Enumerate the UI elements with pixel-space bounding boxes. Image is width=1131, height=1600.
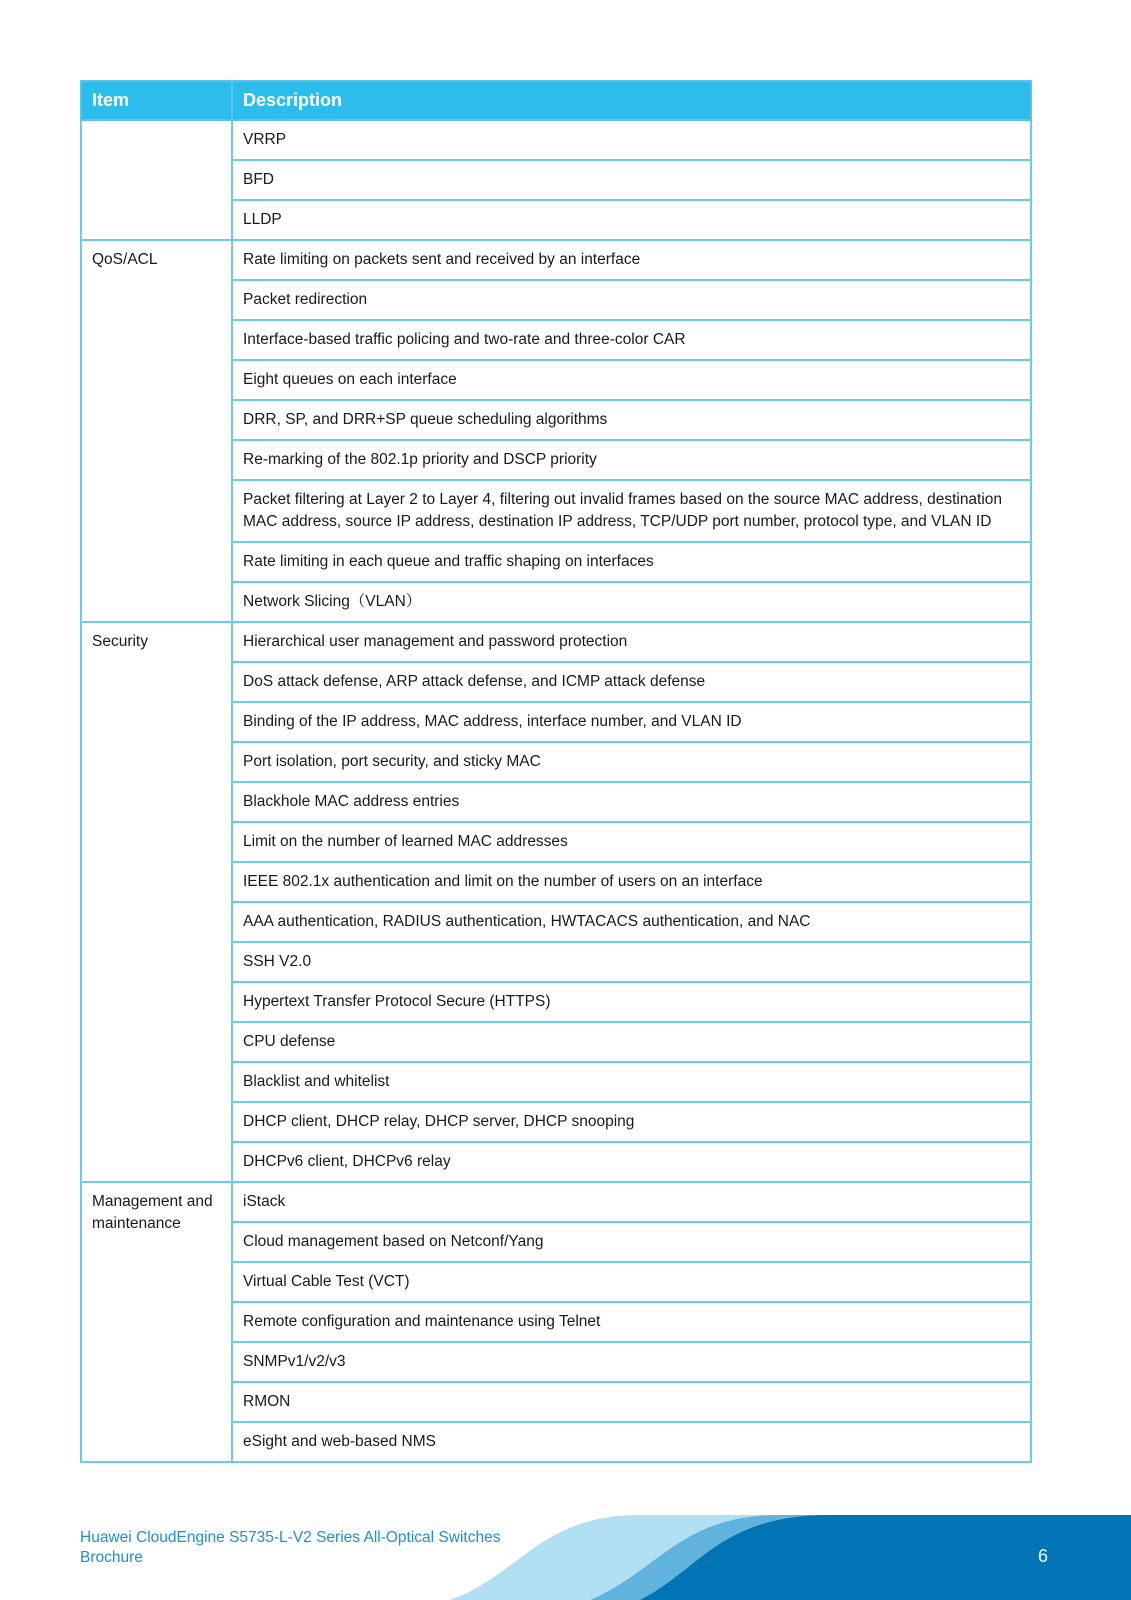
description-cell: BFD bbox=[232, 160, 1031, 200]
description-cell: Hierarchical user management and password protection bbox=[232, 622, 1031, 662]
description-cell: Binding of the IP address, MAC address, interface number, and VLAN ID bbox=[232, 702, 1031, 742]
description-cell: Re-marking of the 802.1p priority and DSCP priority bbox=[232, 440, 1031, 480]
description-cell: DHCP client, DHCP relay, DHCP server, DHCP snooping bbox=[232, 1102, 1031, 1142]
description-cell: Packet redirection bbox=[232, 280, 1031, 320]
header-description: Description bbox=[232, 81, 1031, 120]
description-cell: Blackhole MAC address entries bbox=[232, 782, 1031, 822]
table-row bbox=[81, 1182, 1031, 1222]
item-cell: Security bbox=[81, 622, 232, 1182]
description-cell: Remote configuration and maintenance using Telnet bbox=[232, 1302, 1031, 1342]
description-cell: iStack bbox=[232, 1182, 1031, 1222]
description-cell: eSight and web-based NMS bbox=[232, 1422, 1031, 1462]
footer-line-2: Brochure bbox=[80, 1549, 143, 1566]
description-cell: Cloud management based on Netconf/Yang bbox=[232, 1222, 1031, 1262]
description-cell: Eight queues on each interface bbox=[232, 360, 1031, 400]
footer-line-1: Huawei CloudEngine S5735-L-V2 Series All-Optical Switches bbox=[80, 1529, 501, 1546]
description-cell: LLDP bbox=[232, 200, 1031, 240]
table-row bbox=[81, 622, 1031, 662]
description-cell: RMON bbox=[232, 1382, 1031, 1422]
description-cell: VRRP bbox=[232, 120, 1031, 160]
spec-table bbox=[80, 80, 1032, 1463]
description-cell: Rate limiting on packets sent and received by an interface bbox=[232, 240, 1031, 280]
description-cell: Limit on the number of learned MAC addresses bbox=[232, 822, 1031, 862]
table-header-row bbox=[81, 81, 1031, 120]
description-cell: Packet filtering at Layer 2 to Layer 4, filtering out invalid frames based on the source MAC address, destination MAC address, source IP address, destination IP address, TCP/UDP port number, protocol type, and VLAN ID bbox=[232, 480, 1031, 542]
table-body bbox=[81, 120, 1031, 1462]
header-item: Item bbox=[81, 81, 232, 120]
description-cell: SSH V2.0 bbox=[232, 942, 1031, 982]
description-cell: IEEE 802.1x authentication and limit on the number of users on an interface bbox=[232, 862, 1031, 902]
description-cell: SNMPv1/v2/v3 bbox=[232, 1342, 1031, 1382]
description-cell: DoS attack defense, ARP attack defense, and ICMP attack defense bbox=[232, 662, 1031, 702]
item-cell: Management and maintenance bbox=[81, 1182, 232, 1462]
description-cell: DHCPv6 client, DHCPv6 relay bbox=[232, 1142, 1031, 1182]
description-cell: Blacklist and whitelist bbox=[232, 1062, 1031, 1102]
table-row bbox=[81, 240, 1031, 280]
description-cell: Rate limiting in each queue and traffic shaping on interfaces bbox=[232, 542, 1031, 582]
description-cell: DRR, SP, and DRR+SP queue scheduling algorithms bbox=[232, 400, 1031, 440]
footer-title bbox=[80, 1528, 500, 1568]
table-row bbox=[81, 120, 1031, 160]
description-cell: Network Slicing（VLAN） bbox=[232, 582, 1031, 622]
description-cell: Interface-based traffic policing and two-rate and three-color CAR bbox=[232, 320, 1031, 360]
description-cell: Virtual Cable Test (VCT) bbox=[232, 1262, 1031, 1302]
description-cell: Port isolation, port security, and sticky MAC bbox=[232, 742, 1031, 782]
item-cell bbox=[81, 120, 232, 240]
item-cell: QoS/ACL bbox=[81, 240, 232, 622]
page-number: 6 bbox=[1038, 1546, 1049, 1566]
description-cell: Hypertext Transfer Protocol Secure (HTTPS) bbox=[232, 982, 1031, 1022]
description-cell: CPU defense bbox=[232, 1022, 1031, 1062]
description-cell: AAA authentication, RADIUS authentication, HWTACACS authentication, and NAC bbox=[232, 902, 1031, 942]
